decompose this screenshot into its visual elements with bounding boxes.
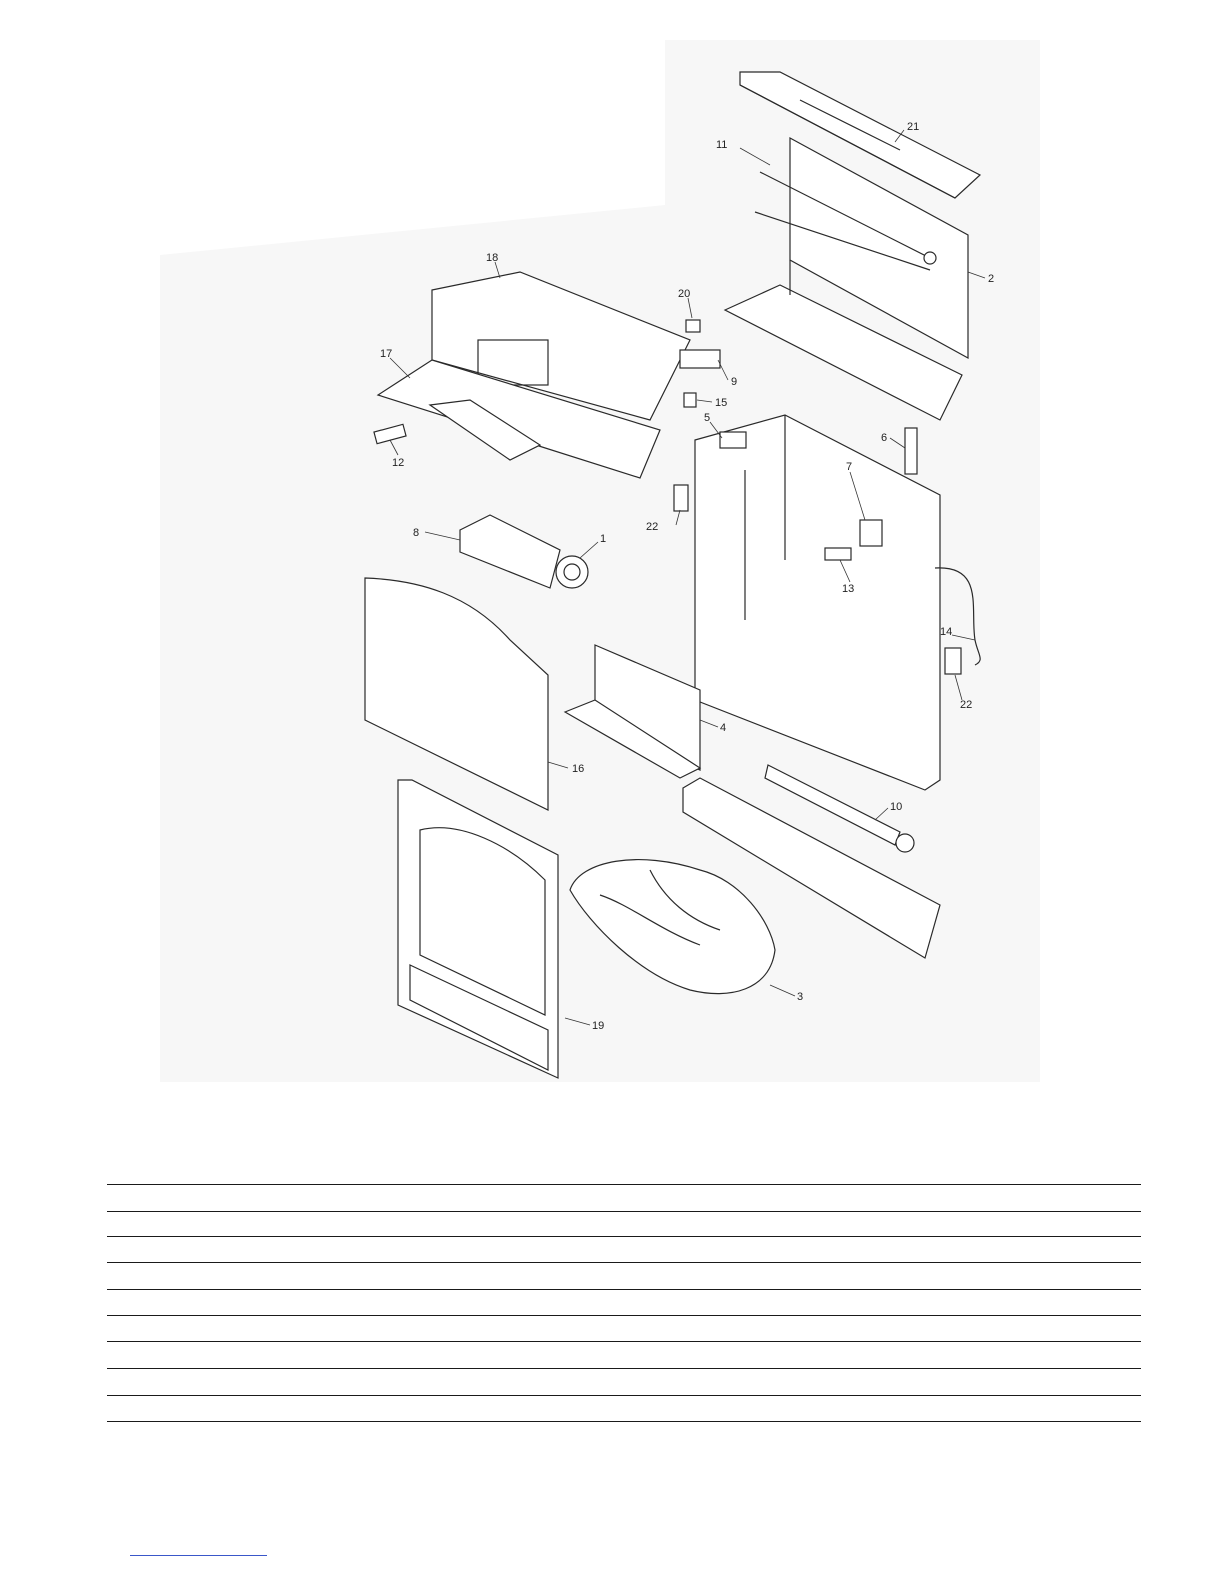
table-rule bbox=[107, 1262, 1141, 1263]
callout-12: 12 bbox=[392, 457, 405, 469]
part-1-motor bbox=[556, 556, 588, 588]
part-15-receptacle bbox=[684, 393, 696, 407]
callout-17: 17 bbox=[380, 348, 393, 360]
footer-link-underline[interactable] bbox=[130, 1555, 267, 1556]
part-20-switch bbox=[686, 320, 700, 332]
callout-3: 3 bbox=[797, 991, 804, 1003]
callout-19: 19 bbox=[592, 1020, 605, 1032]
callout-8: 8 bbox=[413, 527, 420, 539]
part-22-clip-a bbox=[674, 485, 688, 511]
part-6-side-strip bbox=[905, 428, 917, 474]
part-9-decal bbox=[680, 350, 720, 368]
table-rule bbox=[107, 1421, 1141, 1422]
callout-10: 10 bbox=[890, 801, 903, 813]
callout-13: 13 bbox=[842, 583, 855, 595]
table-rule bbox=[107, 1184, 1141, 1185]
callout-9: 9 bbox=[731, 376, 738, 388]
callout-15: 15 bbox=[715, 397, 728, 409]
callout-16: 16 bbox=[572, 763, 585, 775]
table-rule bbox=[107, 1395, 1141, 1396]
callout-7: 7 bbox=[846, 461, 853, 473]
callout-2: 2 bbox=[988, 273, 995, 285]
table-rule bbox=[107, 1315, 1141, 1316]
callout-22-upper: 22 bbox=[646, 521, 659, 533]
table-rule bbox=[107, 1211, 1141, 1212]
callout-4: 4 bbox=[720, 722, 727, 734]
part-22-clip-b bbox=[945, 648, 961, 674]
callout-5: 5 bbox=[704, 412, 711, 424]
table-rule bbox=[107, 1368, 1141, 1369]
callout-11: 11 bbox=[716, 139, 728, 151]
part-5-bracket bbox=[720, 432, 746, 448]
table-rule bbox=[107, 1341, 1141, 1342]
callout-6: 6 bbox=[881, 432, 888, 444]
table-rule bbox=[107, 1236, 1141, 1237]
callout-14: 14 bbox=[940, 626, 953, 638]
callout-20: 20 bbox=[678, 288, 691, 300]
callout-22-lower: 22 bbox=[960, 699, 973, 711]
callout-1: 1 bbox=[600, 533, 607, 545]
callout-21: 21 bbox=[907, 121, 920, 133]
part-13-vent-plate bbox=[825, 548, 851, 560]
callout-18: 18 bbox=[486, 252, 499, 264]
part-7-thermostat bbox=[860, 520, 882, 546]
table-rule bbox=[107, 1289, 1141, 1290]
